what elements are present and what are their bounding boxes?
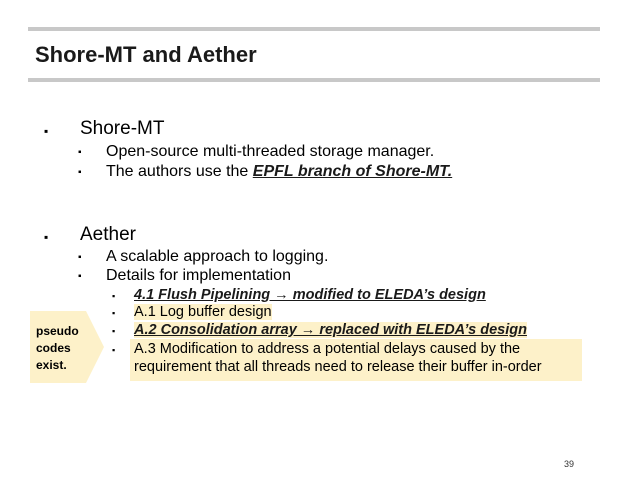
- bullet-marker: ▪: [112, 345, 116, 355]
- bullet-marker: ▪: [112, 291, 116, 301]
- consolidation-array-link[interactable]: A.2 Consolidation array → replaced with ELEDA’s design: [134, 322, 527, 338]
- callout-line1: pseudo: [36, 324, 79, 338]
- bullet-aether-label: Aether: [80, 224, 136, 245]
- shore-desc-text: Open-source multi-threaded storage manager.: [106, 143, 435, 160]
- bullet-marker: ▪: [44, 124, 49, 138]
- shore-authors-prefix: The authors use the: [106, 163, 253, 180]
- epfl-branch-link[interactable]: EPFL branch of Shore-MT.: [252, 163, 453, 180]
- bullet-shore-mt-label: Shore-MT: [80, 118, 165, 139]
- callout-line2: codes: [36, 341, 71, 355]
- aether-details-text: Details for implementation: [106, 267, 291, 284]
- slide-title: Shore-MT and Aether: [35, 42, 257, 67]
- log-buffer-text: A.1 Log buffer design: [134, 304, 272, 320]
- title-rule-bottom: [28, 78, 600, 82]
- page-number: 39: [564, 459, 575, 469]
- callout-line3: exist.: [36, 358, 67, 372]
- pseudo-codes-callout: [30, 311, 104, 383]
- bullet-marker: ▪: [112, 326, 116, 336]
- detail-modification-cont: [134, 359, 542, 375]
- bullet-marker: ▪: [78, 147, 82, 158]
- modification-text-line1: A.3 Modification to address a potential delays caused by the: [134, 341, 521, 357]
- aether-desc-text: A scalable approach to logging.: [106, 248, 329, 265]
- bullet-marker: ▪: [112, 308, 116, 318]
- bullet-marker: ▪: [78, 271, 82, 282]
- callout-text: [36, 323, 96, 374]
- modification-text-line2: requirement that all threads need to release their buffer in-order: [134, 359, 542, 375]
- bullet-marker: ▪: [78, 167, 82, 178]
- shore-authors-text: [106, 163, 452, 181]
- flush-pipelining-link[interactable]: 4.1 Flush Pipelining → modified to ELEDA’s design: [134, 287, 486, 303]
- title-rule-top: [28, 27, 600, 31]
- bullet-marker: ▪: [78, 252, 82, 263]
- bullet-marker: ▪: [44, 230, 49, 244]
